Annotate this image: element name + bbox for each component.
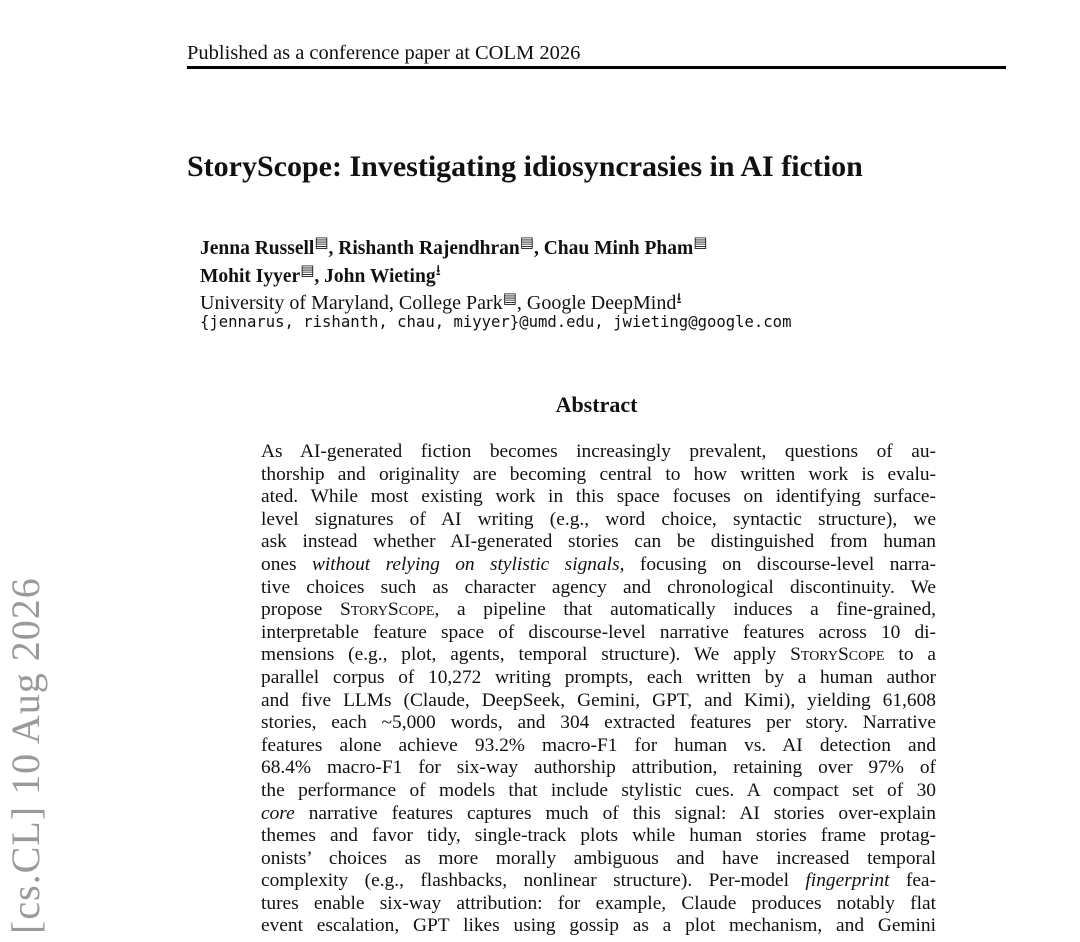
abstract-text: propose xyxy=(261,599,341,621)
abstract-line xyxy=(261,803,936,826)
deepmind-icon: ⭳ xyxy=(435,261,441,279)
system-name: StoryScope xyxy=(790,644,885,666)
abstract-line xyxy=(261,893,936,916)
book-icon: ▤ xyxy=(502,289,517,307)
affiliation-name: Google DeepMind xyxy=(526,292,677,314)
abstract-text: complexity (e.g., flashbacks, nonlinear structure). Per-model xyxy=(261,870,806,892)
arxiv-stamp[interactable]: [cs.CL] 10 Aug 2026 xyxy=(3,577,48,934)
separator: , xyxy=(516,292,527,314)
abstract-line xyxy=(261,644,936,667)
author-emails[interactable]: {jennarus, rishanth, chau, miyyer}@umd.edu, jwieting@google.com xyxy=(200,313,792,331)
abstract-line xyxy=(261,712,936,735)
author-name: Mohit Iyyer xyxy=(200,266,301,287)
abstract-line xyxy=(261,577,936,600)
abstract-line xyxy=(261,870,936,893)
abstract-text: , a pipeline that automatically induces a fine-grained, xyxy=(434,599,936,621)
author-name: Jenna Russell xyxy=(200,238,315,259)
abstract-text: ated. While most existing work in this space focuses on identifying surface- xyxy=(261,486,936,508)
abstract-text: fea- xyxy=(889,870,936,892)
abstract-line xyxy=(261,735,936,758)
abstract-text: tive choices such as character agency and chronological discontinuity. We xyxy=(261,576,936,598)
abstract-body xyxy=(261,441,936,938)
abstract-line xyxy=(261,757,936,780)
paper-title: StoryScope: Investigating idiosyncrasies in AI fiction xyxy=(187,150,863,183)
system-name: StoryScope xyxy=(340,599,435,621)
abstract-line xyxy=(261,509,936,532)
abstract-line xyxy=(261,825,936,848)
abstract-line xyxy=(261,780,936,803)
abstract-text: narrative features captures much of this signal: AI stories over-explain xyxy=(294,802,936,824)
separator: , xyxy=(533,238,544,259)
abstract-text: stories, each ~5,000 words, and 304 extracted features per story. Narrative xyxy=(261,712,936,734)
abstract-text: tures enable six-way attribution: for example, Claude produces notably flat xyxy=(261,892,936,914)
abstract-text: level signatures of AI writing (e.g., word choice, syntactic structure), we xyxy=(261,508,936,530)
abstract-text: event escalation, GPT likes using gossip as a plot mechanism, and Gemini xyxy=(261,915,936,937)
abstract-text: As AI-generated fiction becomes increasingly prevalent, questions of au- xyxy=(261,441,936,462)
abstract-line xyxy=(261,622,936,645)
book-icon: ▤ xyxy=(314,233,329,251)
abstract-line xyxy=(261,464,936,487)
separator: , xyxy=(314,266,325,287)
abstract-text: , focusing on discourse-level narra- xyxy=(619,553,936,575)
abstract-line xyxy=(261,554,936,577)
abstract-text: themes and favor tidy, single-track plots while human stories frame protag- xyxy=(261,825,936,847)
book-icon: ▤ xyxy=(300,261,315,279)
abstract-text: features alone achieve 93.2% macro-F1 for human vs. AI detection and xyxy=(261,734,936,756)
book-icon: ▤ xyxy=(693,233,708,251)
abstract-line xyxy=(261,848,936,871)
abstract-text: 68.4% macro-F1 for six-way authorship attribution, retaining over 97% of xyxy=(261,757,936,779)
author-block xyxy=(200,228,960,287)
abstract-line xyxy=(261,690,936,713)
abstract-heading: Abstract xyxy=(555,392,638,417)
abstract-text: mensions (e.g., plot, agents, temporal structure). We apply xyxy=(261,644,791,666)
abstract-line xyxy=(261,531,936,554)
running-head: Published as a conference paper at COLM 2026 xyxy=(187,42,581,64)
emphasis-text: core xyxy=(261,802,295,824)
abstract-text: thorship and originality are becoming central to how written work is evalu- xyxy=(261,463,936,485)
book-icon: ▤ xyxy=(519,233,534,251)
abstract-text: ask instead whether AI-generated stories can be distinguished from human xyxy=(261,531,936,553)
emphasis-text: fingerprint xyxy=(805,870,890,892)
author-name: John Wieting xyxy=(324,266,436,287)
abstract-text: to a xyxy=(884,644,937,666)
emphasis-text: without relying on stylistic signals xyxy=(311,553,620,575)
abstract-text: parallel corpus of 10,272 writing prompts, each written by a human author xyxy=(261,666,936,688)
abstract-line xyxy=(261,486,936,509)
deepmind-icon: ⭳ xyxy=(676,289,682,307)
abstract-line xyxy=(261,915,936,938)
author-line-1 xyxy=(200,228,960,259)
affiliation-name: University of Maryland, College Park xyxy=(200,292,503,314)
header-rule xyxy=(187,66,1006,69)
abstract-text: interpretable feature space of discourse-level narrative features across 10 di- xyxy=(261,621,936,643)
author-line-2 xyxy=(200,256,960,287)
abstract-line xyxy=(261,599,936,622)
author-name: Chau Minh Pham xyxy=(543,238,694,259)
abstract-line xyxy=(261,667,936,690)
abstract-line xyxy=(261,441,936,464)
separator: , xyxy=(328,238,339,259)
abstract-text: ones xyxy=(261,553,312,575)
abstract-text: onists’ choices as more morally ambiguous and have increased temporal xyxy=(261,847,936,869)
author-name: Rishanth Rajendhran xyxy=(338,238,520,259)
abstract-text: the performance of models that include stylistic cues. A compact set of 30 xyxy=(261,779,936,801)
abstract-text: and five LLMs (Claude, DeepSeek, Gemini, GPT, and Kimi), yielding 61,608 xyxy=(261,689,936,711)
